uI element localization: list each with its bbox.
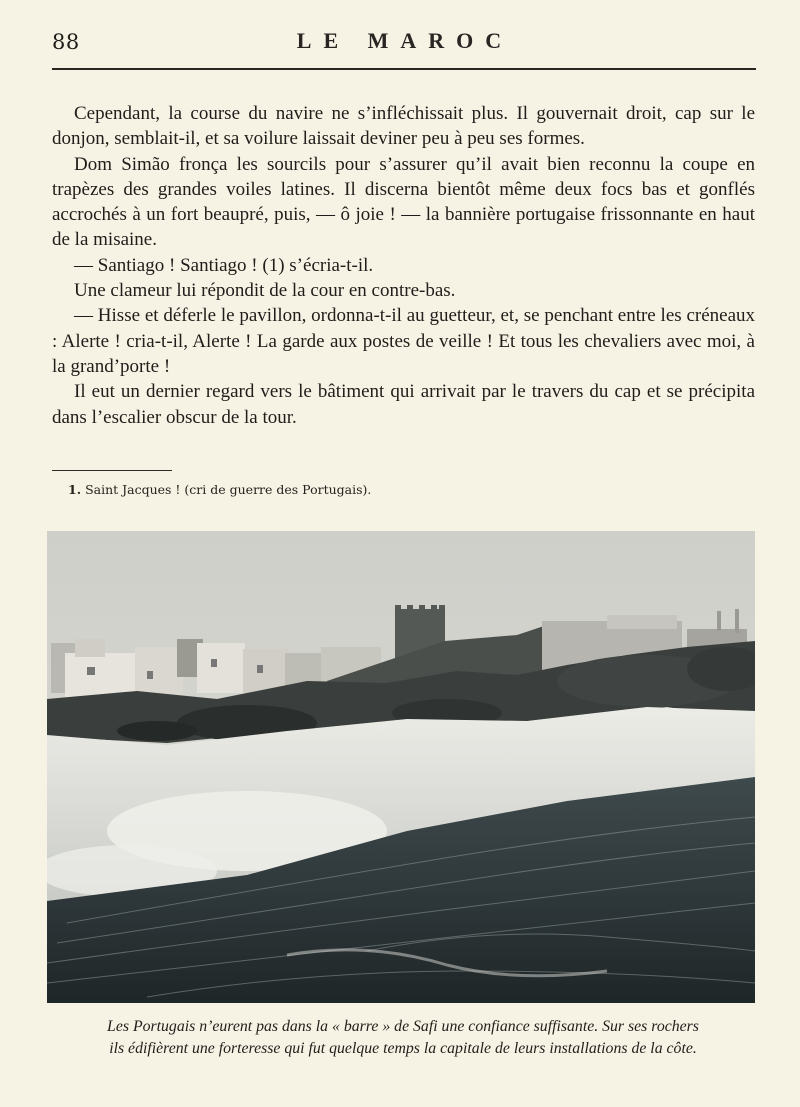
footnote-text: Saint Jacques ! (cri de guerre des Portugais). (85, 482, 372, 497)
body-text (52, 101, 755, 430)
caption-line: ils édifièrent une forteresse qui fut quelque temps la capitale de leurs installations de la côte. (109, 1040, 697, 1057)
paragraph: Il eut un dernier regard vers le bâtiment qui arrivait par le travers du cap et se précipita dans l’escalier obscur de la tour. (52, 381, 755, 428)
photo-safi-fortress (47, 531, 755, 1003)
footnote-number: 1. (68, 482, 82, 497)
running-title: LE MAROC (296, 28, 514, 53)
caption-line: Les Portugais n’eurent pas dans la « barre » de Safi une confiance suffisante. Sur ses rochers (107, 1018, 699, 1035)
paragraph: — Santiago ! Santiago ! (1) s’écria-t-il. (74, 254, 374, 276)
photo-illustration (47, 531, 755, 1003)
figure-caption (50, 1016, 756, 1060)
paragraph: Cependant, la course du navire ne s’infléchissait plus. Il gouvernait droit, cap sur le donjon, semblait-il, et sa voilure laissait deviner peu à peu ses formes. (52, 103, 755, 150)
footnote (68, 482, 371, 497)
footnote-rule (52, 470, 172, 471)
header-rule (52, 68, 756, 70)
paragraph: Une clameur lui répondit de la cour en contre-bas. (74, 280, 456, 302)
page-number: 88 (52, 30, 80, 54)
paragraph: Dom Simão fronça les sourcils pour s’assurer qu’il avait bien reconnu la coupe en trapèzes des grandes voiles latines. Il discerna bientôt même deux focs bas et gonflés accrochés à un fort beaupré, puis, — ô joie ! — la bannière portugaise frissonnante en haut de la misaine. (52, 153, 755, 251)
paragraph: — Hisse et déferle le pavillon, ordonna-t-il au guetteur, et, se penchant entre les créneaux : Alerte ! cria-t-il, Alerte ! La garde aux postes de veille ! Et tous les chevaliers avec moi, à la grand’porte ! (52, 305, 755, 377)
